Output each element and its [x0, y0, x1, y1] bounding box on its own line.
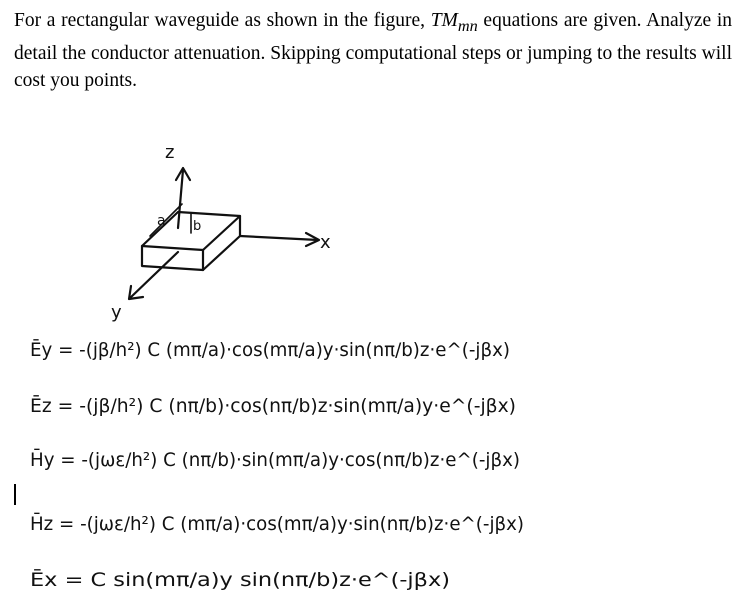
dim-b-label: b — [193, 219, 202, 234]
mode-letters: TM — [430, 10, 458, 31]
equation-hz: H̄z = -(jωε/h²) C (mπ/a)·cos(mπ/a)y·sin(nπ/b)z·e^(-jβx) — [30, 513, 546, 535]
x-axis — [240, 232, 331, 253]
y-axis-label: y — [111, 302, 122, 323]
question-intro: For a rectangular waveguide as shown in the figure, — [14, 10, 431, 31]
z-axis — [165, 142, 190, 228]
waveguide-box — [142, 204, 240, 270]
dim-a-label: a — [157, 213, 166, 229]
y-axis — [111, 252, 178, 323]
equation-ex: Ēx = C sin(mπ/a)y sin(nπ/b)z·e^(-jβx) — [30, 569, 386, 591]
mode-subscript: mn — [457, 16, 478, 35]
equation-ez: Ēz = -(jβ/h²) C (nπ/b)·cos(nπ/b)z·sin(mπ/a)y·e^(-jβx) — [30, 395, 524, 417]
z-axis-label: z — [165, 142, 175, 163]
equation-ey: Ēy = -(jβ/h²) C (mπ/a)·cos(mπ/a)y·sin(nπ/b)z·e^(-jβx) — [30, 339, 531, 361]
equations — [30, 337, 546, 591]
x-axis-label: x — [320, 232, 331, 253]
question-rest: equations are given. Analyze in detail the conductor attenuation. Skipping computational steps or jumping to the results will cost you points. — [14, 10, 732, 91]
equation-hy: H̄y = -(jωε/h²) C (nπ/b)·sin(mπ/a)y·cos(nπ/b)z·e^(-jβx) — [30, 449, 541, 471]
